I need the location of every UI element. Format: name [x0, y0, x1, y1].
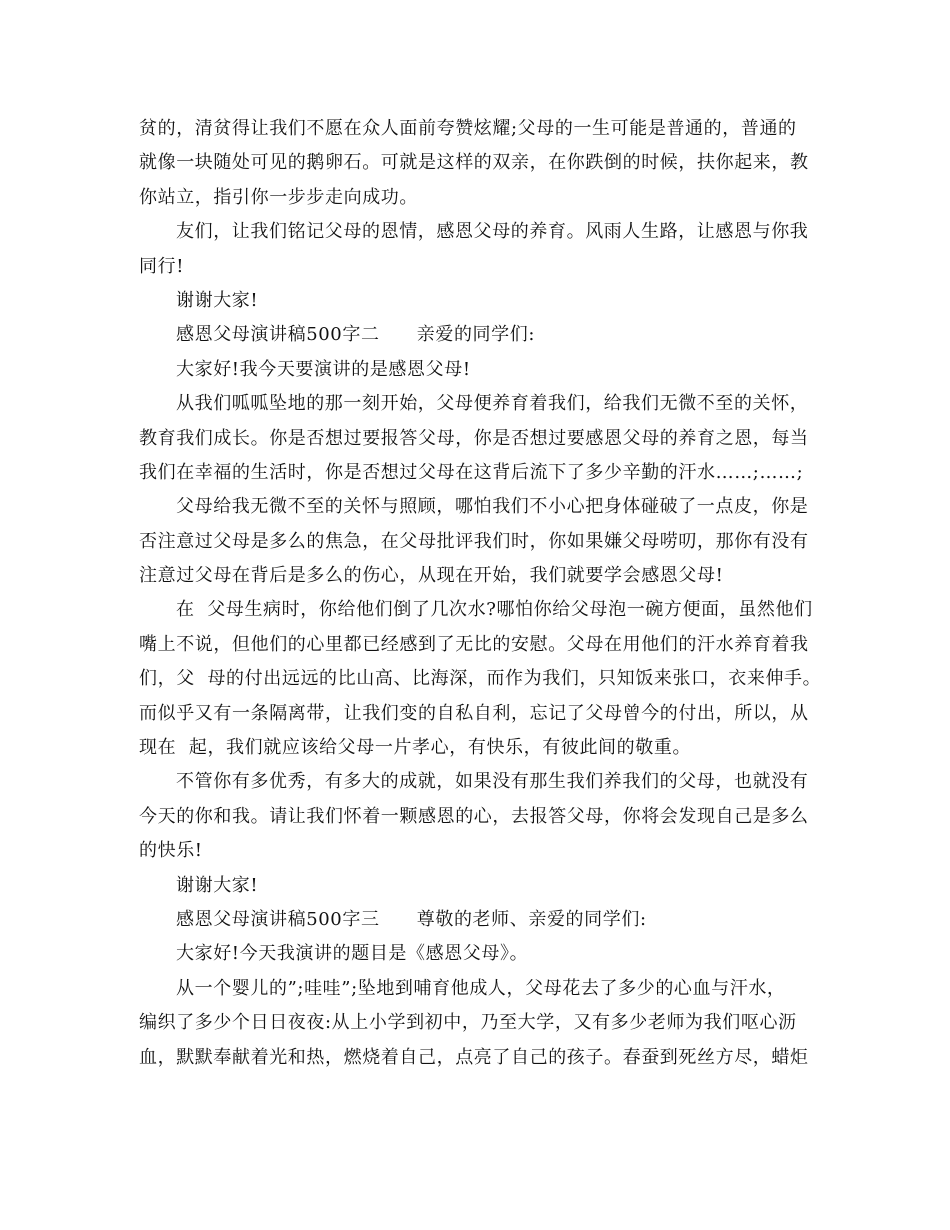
text-line: 注意过父母在背后是多么的伤心，从现在开始，我们就要学会感恩父母! [139, 565, 724, 587]
text-line: 编织了多少个日日夜夜:从上小学到初中，乃至大学，又有多少老师为我们呕心沥 [139, 1012, 797, 1034]
paragraph-start-line: 不管你有多优秀，有多大的成就，如果没有那生我们养我们的父母，也就没有 [176, 771, 809, 793]
text-line: 教育我们成长。你是否想过要报答父母，你是否想过要感恩父母的养育之恩，每当 [139, 427, 809, 449]
text-line: 嘴上不说，但他们的心里都已经感到了无比的安慰。父母在用他们的汗水养育着我 [139, 633, 809, 655]
text-line: 我们在幸福的生活时，你是否想过父母在这背后流下了多少辛勤的汗水……;……; [139, 461, 804, 483]
text-line: 就像一块随处可见的鹅卵石。可就是这样的双亲，在你跌倒的时候，扶你起来，教 [139, 152, 809, 174]
paragraph-start-line: 从我们呱呱坠地的那一刻开始，父母便养育着我们，给我们无微不至的关怀， [176, 393, 809, 415]
section-heading-three: 感恩父母演讲稿500字三 尊敬的老师、亲爱的同学们: [176, 908, 647, 930]
paragraph-start-line: 在 父母生病时，你给他们倒了几次水?哪怕你给父母泡一碗方便面，虽然他们 [176, 599, 813, 621]
text-line: 今天的你和我。请让我们怀着一颗感恩的心，去报答父母，你将会发现自己是多么 [139, 805, 809, 827]
greeting-line: 大家好!我今天要演讲的是感恩父母! [176, 358, 471, 380]
document-body [139, 112, 822, 1075]
paragraph-start-line: 父母给我无微不至的关怀与照顾，哪怕我们不小心把身体碰破了一点皮，你是 [176, 496, 809, 518]
paragraph-start-line: 友们，让我们铭记父母的恩情，感恩父母的养育。风雨人生路，让感恩与你我 [176, 221, 809, 243]
paragraph-start-line: 从一个婴儿的”;哇哇”;坠地到哺育他成人，父母花去了多少的心血与汗水， [176, 977, 786, 999]
greeting-line: 大家好!今天我演讲的题目是《感恩父母》。 [176, 943, 529, 965]
text-line: 现在 起，我们就应该给父母一片孝心，有快乐，有彼此间的敬重。 [139, 737, 692, 759]
text-line: 你站立，指引你一步步走向成功。 [139, 186, 418, 208]
closing-thanks: 谢谢大家! [176, 289, 259, 311]
text-line: 贫的，清贫得让我们不愿在众人面前夸赞炫耀;父母的一生可能是普通的，普通的 [139, 118, 797, 139]
text-line: 否注意过父母是多么的焦急，在父母批评我们时，你如果嫌父母唠叨，那你有没有 [139, 530, 809, 552]
section-heading-two: 感恩父母演讲稿500字二 亲爱的同学们: [176, 324, 536, 346]
text-line: 们，父 母的付出远远的比山高、比海深，而作为我们，只知饭来张口，衣来伸手。 [139, 668, 822, 690]
text-line: 血，默默奉献着光和热，燃烧着自己，点亮了自己的孩子。春蚕到死丝方尽，蜡炬 [139, 1046, 809, 1068]
text-line: 而似乎又有一条隔离带，让我们变的自私自利，忘记了父母曾今的付出，所以，从 [139, 702, 809, 724]
text-line: 的快乐! [139, 840, 203, 862]
closing-thanks: 谢谢大家! [176, 874, 259, 896]
text-line: 同行! [139, 255, 185, 277]
